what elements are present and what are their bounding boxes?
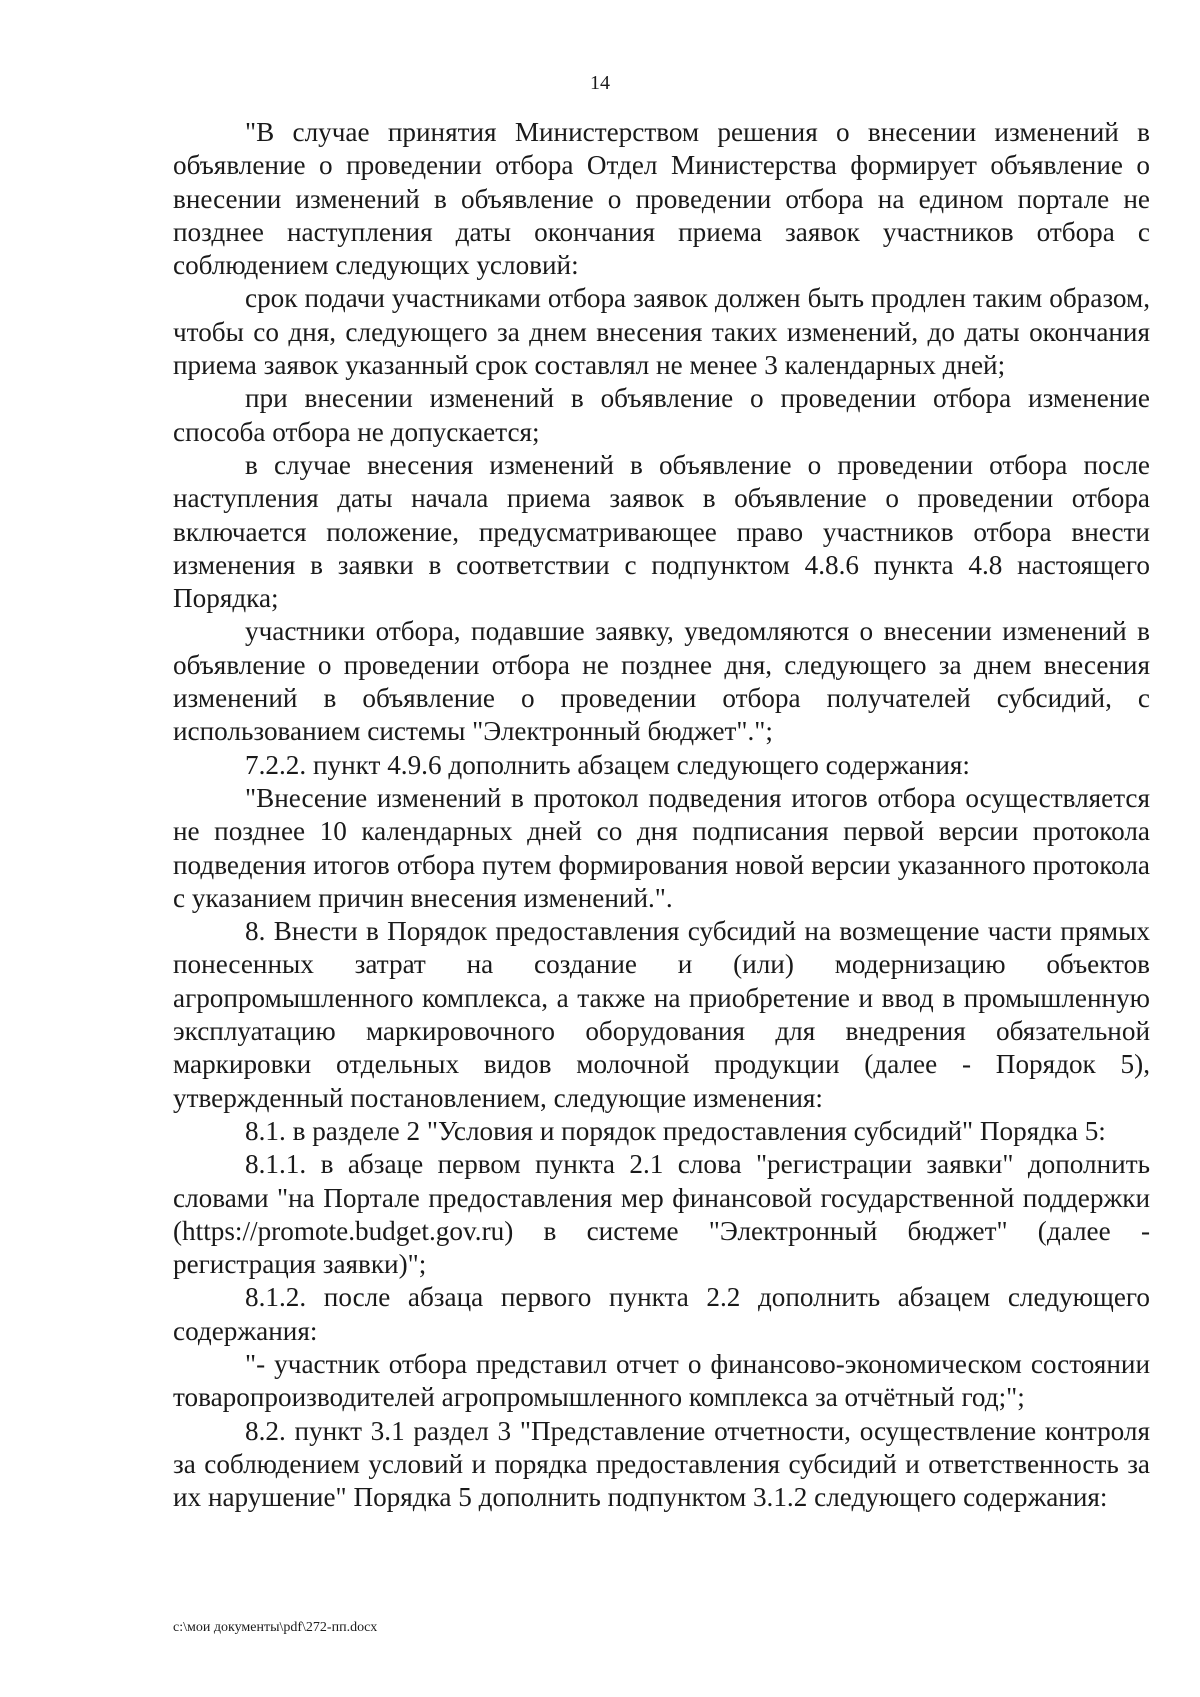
paragraph: "Внесение изменений в протокол подведения итогов отбора осуществляется не позднее 10 календарных дней со дня подписания первой версии протокола подведения итогов отбора путем формирования новой версии указанного протокола с указанием причин внесения изменений.". [173,782,1150,913]
paragraph: 8.1. в разделе 2 "Условия и порядок предоставления субсидий" Порядка 5: [245,1115,1106,1146]
page-number: 14 [590,72,610,94]
paragraph: 7.2.2. пункт 4.9.6 дополнить абзацем следующего содержания: [245,749,970,780]
paragraph: срок подачи участниками отбора заявок должен быть продлен таким образом, чтобы со дня, следующего за днем внесения таких изменений, до даты окончания приема заявок указанный срок составлял не менее 3 календарных дней; [173,283,1150,381]
paragraph: 8.1.2. после абзаца первого пункта 2.2 дополнить абзацем следующего содержания: [173,1282,1150,1346]
paragraph: при внесении изменений в объявление о проведении отбора изменение способа отбора не допускается; [173,383,1150,447]
paragraph: 8.1.1. в абзаце первом пункта 2.1 слова "регистрации заявки" дополнить словами "на Портале предоставления мер финансовой государственной поддержки (https://promote.budget.gov.ru) в системе "Электронный бюджет" (далее - регистрация заявки)"; [173,1149,1150,1280]
paragraph: "- участник отбора представил отчет о финансово-экономическом состоянии товаропроизводителей агропромышленного комплекса за отчётный год;"; [173,1348,1150,1413]
file-path-footer: c:\мои документы\pdf\272-пп.docx [173,1620,378,1635]
paragraph: 8.2. пункт 3.1 раздел 3 "Представление отчетности, осуществление контроля за соблюдением условий и порядка предоставления субсидий и ответственность за их нарушение" Порядка 5 дополнить подпунктом 3.1.2 следующего содержания: [173,1415,1150,1513]
document-body [173,116,1150,1514]
paragraph: 8. Внести в Порядок предоставления субсидий на возмещение части прямых понесенных затрат на создание и (или) модернизацию объектов агропромышленного комплекса, а также на приобретение и ввод в промышленную эксплуатацию маркировочного оборудования для внедрения обязательной маркировки отдельных видов молочной продукции (далее - Порядок 5), утвержденный постановлением, следующие изменения: [173,916,1150,1113]
paragraph: "В случае принятия Министерством решения о внесении изменений в объявление о проведении отбора Отдел Министерства формирует объявление о внесении изменений в объявление о проведении отбора на едином портале не позднее наступления даты окончания приема заявок участников отбора с соблюдением следующих условий: [173,117,1150,281]
paragraph: участники отбора, подавшие заявку, уведомляются о внесении изменений в объявление о проведении отбора не позднее дня, следующего за днем внесения изменений в объявление о проведении отбора получателей субсидий, с использованием системы "Электронный бюджет"."; [173,616,1150,747]
paragraph: в случае внесения изменений в объявление о проведении отбора после наступления даты начала приема заявок в объявление о проведении отбора включается положение, предусматривающее право участников отбора внести изменения в заявки в соответствии с подпунктом 4.8.6 пункта 4.8 настоящего Порядка; [173,449,1150,614]
